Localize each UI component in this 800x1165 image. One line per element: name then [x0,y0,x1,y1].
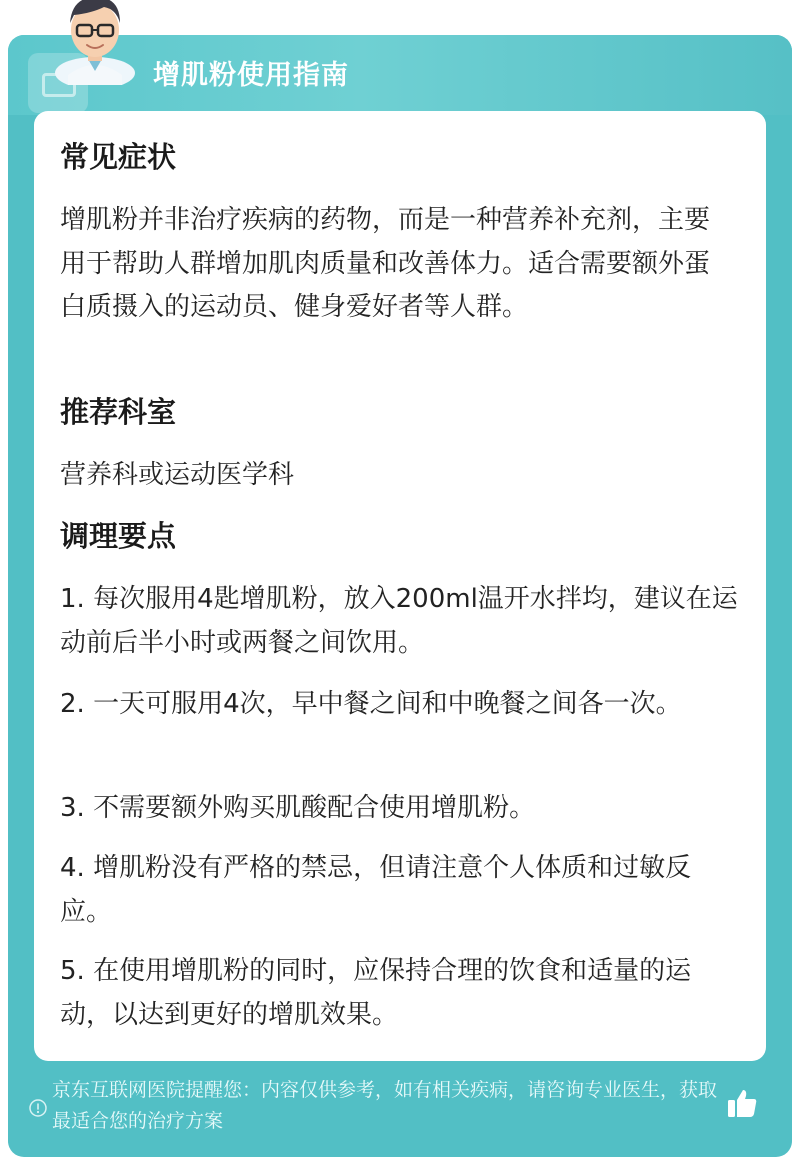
section-title-department: 推荐科室 [60,395,177,429]
tip-item-2: 2. 一天可服用4次，早中餐之间和中晚餐之间各一次。 [60,689,682,719]
thumbs-up-icon[interactable] [724,1085,760,1121]
section-title-tips: 调理要点 [60,519,177,553]
footer-disclaimer: 京东互联网医院提醒您：内容仅供参考，如有相关疾病，请咨询专业医生，获取最适合您的治疗方案 [52,1079,718,1132]
section-title-symptoms: 常见症状 [60,140,177,174]
symptoms-text: 增肌粉并非治疗疾病的药物，而是一种营养补充剂，主要用于帮助人群增加肌肉质量和改善体力。适合需要额外蛋白质摄入的运动员、健身爱好者等人群。 [60,205,711,322]
doctor-avatar-icon [40,0,150,85]
page-title: 增肌粉使用指南 [153,60,349,91]
info-icon [28,1098,48,1118]
guide-panel [8,35,792,1157]
tip-item-5: 5. 在使用增肌粉的同时，应保持合理的饮食和适量的运动，以达到更好的增肌效果。 [60,956,692,1030]
content-card [34,111,766,1061]
tip-item-3: 3. 不需要额外购买肌酸配合使用增肌粉。 [60,793,536,823]
tip-item-4: 4. 增肌粉没有严格的禁忌，但请注意个人体质和过敏反应。 [60,853,692,927]
tip-item-1: 1. 每次服用4匙增肌粉，放入200ml温开水拌均，建议在运动前后半小时或两餐之间饮用。 [60,584,738,658]
department-text: 营养科或运动医学科 [60,460,295,490]
